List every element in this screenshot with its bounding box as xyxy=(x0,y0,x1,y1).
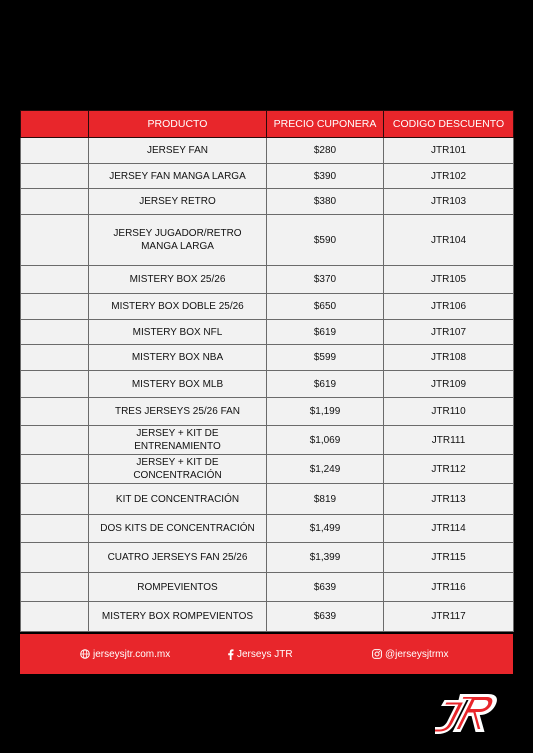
cell-precio: $370 xyxy=(267,266,384,294)
cell-producto: JERSEY + KIT DE ENTRENAMIENTO xyxy=(89,426,267,455)
cell-precio: $1,399 xyxy=(267,543,384,573)
cell-blank xyxy=(21,164,89,189)
cell-producto: MISTERY BOX 25/26 xyxy=(89,266,267,294)
table-row xyxy=(21,515,514,543)
footer-bar xyxy=(20,634,513,674)
cell-producto: JERSEY RETRO xyxy=(89,189,267,215)
cell-precio: $590 xyxy=(267,215,384,266)
table-row xyxy=(21,320,514,345)
table-row xyxy=(21,371,514,398)
cell-codigo: JTR108 xyxy=(384,345,514,371)
cell-codigo: JTR102 xyxy=(384,164,514,189)
table-row xyxy=(21,164,514,189)
header-precio: PRECIO CUPONERA xyxy=(267,111,384,138)
cell-codigo: JTR109 xyxy=(384,371,514,398)
cell-blank xyxy=(21,573,89,602)
instagram-icon xyxy=(372,649,382,659)
facebook-icon xyxy=(227,649,234,660)
cell-producto: KIT DE CONCENTRACIÓN xyxy=(89,484,267,515)
cell-codigo: JTR107 xyxy=(384,320,514,345)
table-row xyxy=(21,294,514,320)
cell-producto: MISTERY BOX NBA xyxy=(89,345,267,371)
cell-precio: $619 xyxy=(267,371,384,398)
cell-precio: $390 xyxy=(267,164,384,189)
globe-icon xyxy=(80,649,90,659)
cell-precio: $380 xyxy=(267,189,384,215)
cell-codigo: JTR116 xyxy=(384,573,514,602)
table-row xyxy=(21,543,514,573)
cell-precio: $1,069 xyxy=(267,426,384,455)
instagram-label: @jerseysjtrmx xyxy=(385,648,449,660)
table-row xyxy=(21,455,514,484)
cell-codigo: JTR113 xyxy=(384,484,514,515)
cell-producto: TRES JERSEYS 25/26 FAN xyxy=(89,398,267,426)
cell-precio: $1,499 xyxy=(267,515,384,543)
table-row xyxy=(21,484,514,515)
cell-producto: MISTERY BOX NFL xyxy=(89,320,267,345)
price-sheet xyxy=(20,110,513,632)
cell-codigo: JTR105 xyxy=(384,266,514,294)
table-body xyxy=(21,138,514,632)
website-label: jerseysjtr.com.mx xyxy=(93,648,171,660)
cell-blank xyxy=(21,484,89,515)
cell-precio: $1,199 xyxy=(267,398,384,426)
cell-producto: JERSEY FAN MANGA LARGA xyxy=(89,164,267,189)
cell-blank xyxy=(21,294,89,320)
cell-precio: $819 xyxy=(267,484,384,515)
cell-precio: $599 xyxy=(267,345,384,371)
cell-blank xyxy=(21,320,89,345)
cell-codigo: JTR101 xyxy=(384,138,514,164)
cell-codigo: JTR114 xyxy=(384,515,514,543)
cell-codigo: JTR106 xyxy=(384,294,514,320)
cell-codigo: JTR111 xyxy=(384,426,514,455)
cell-blank xyxy=(21,215,89,266)
cell-producto: CUATRO JERSEYS FAN 25/26 xyxy=(89,543,267,573)
cell-codigo: JTR110 xyxy=(384,398,514,426)
cell-blank xyxy=(21,266,89,294)
table-row xyxy=(21,602,514,632)
cell-producto: MISTERY BOX MLB xyxy=(89,371,267,398)
header-blank xyxy=(21,111,89,138)
cell-codigo: JTR117 xyxy=(384,602,514,632)
table-row xyxy=(21,189,514,215)
cell-precio: $639 xyxy=(267,573,384,602)
table-row xyxy=(21,398,514,426)
table-row xyxy=(21,345,514,371)
cell-blank xyxy=(21,543,89,573)
table-row xyxy=(21,138,514,164)
cell-blank xyxy=(21,602,89,632)
cell-producto: DOS KITS DE CONCENTRACIÓN xyxy=(89,515,267,543)
footer-website[interactable] xyxy=(80,634,170,674)
table-row xyxy=(21,573,514,602)
cell-blank xyxy=(21,189,89,215)
cell-blank xyxy=(21,138,89,164)
header-producto: PRODUCTO xyxy=(89,111,267,138)
cell-precio: $1,249 xyxy=(267,455,384,484)
table-row xyxy=(21,215,514,266)
cell-codigo: JTR103 xyxy=(384,189,514,215)
cell-producto: MISTERY BOX DOBLE 25/26 xyxy=(89,294,267,320)
facebook-label: Jerseys JTR xyxy=(237,648,293,660)
table-row xyxy=(21,266,514,294)
footer-facebook[interactable] xyxy=(227,634,293,674)
table-header-row xyxy=(21,111,514,138)
cell-blank xyxy=(21,515,89,543)
cell-blank xyxy=(21,398,89,426)
cell-precio: $619 xyxy=(267,320,384,345)
jtr-logo-icon xyxy=(435,690,510,738)
cell-codigo: JTR115 xyxy=(384,543,514,573)
table-row xyxy=(21,426,514,455)
cell-codigo: JTR112 xyxy=(384,455,514,484)
cell-blank xyxy=(21,455,89,484)
header-codigo: CODIGO DESCUENTO xyxy=(384,111,514,138)
cell-producto: JERSEY FAN xyxy=(89,138,267,164)
cell-blank xyxy=(21,426,89,455)
cell-producto: JERSEY + KIT DE CONCENTRACIÓN xyxy=(89,455,267,484)
footer-instagram[interactable] xyxy=(372,634,449,674)
price-table xyxy=(20,110,514,632)
jtr-logo xyxy=(435,690,510,738)
cell-blank xyxy=(21,371,89,398)
cell-producto: ROMPEVIENTOS xyxy=(89,573,267,602)
cell-blank xyxy=(21,345,89,371)
cell-producto: JERSEY JUGADOR/RETRO MANGA LARGA xyxy=(89,215,267,266)
cell-precio: $650 xyxy=(267,294,384,320)
cell-producto: MISTERY BOX ROMPEVIENTOS xyxy=(89,602,267,632)
cell-codigo: JTR104 xyxy=(384,215,514,266)
cell-precio: $280 xyxy=(267,138,384,164)
cell-precio: $639 xyxy=(267,602,384,632)
